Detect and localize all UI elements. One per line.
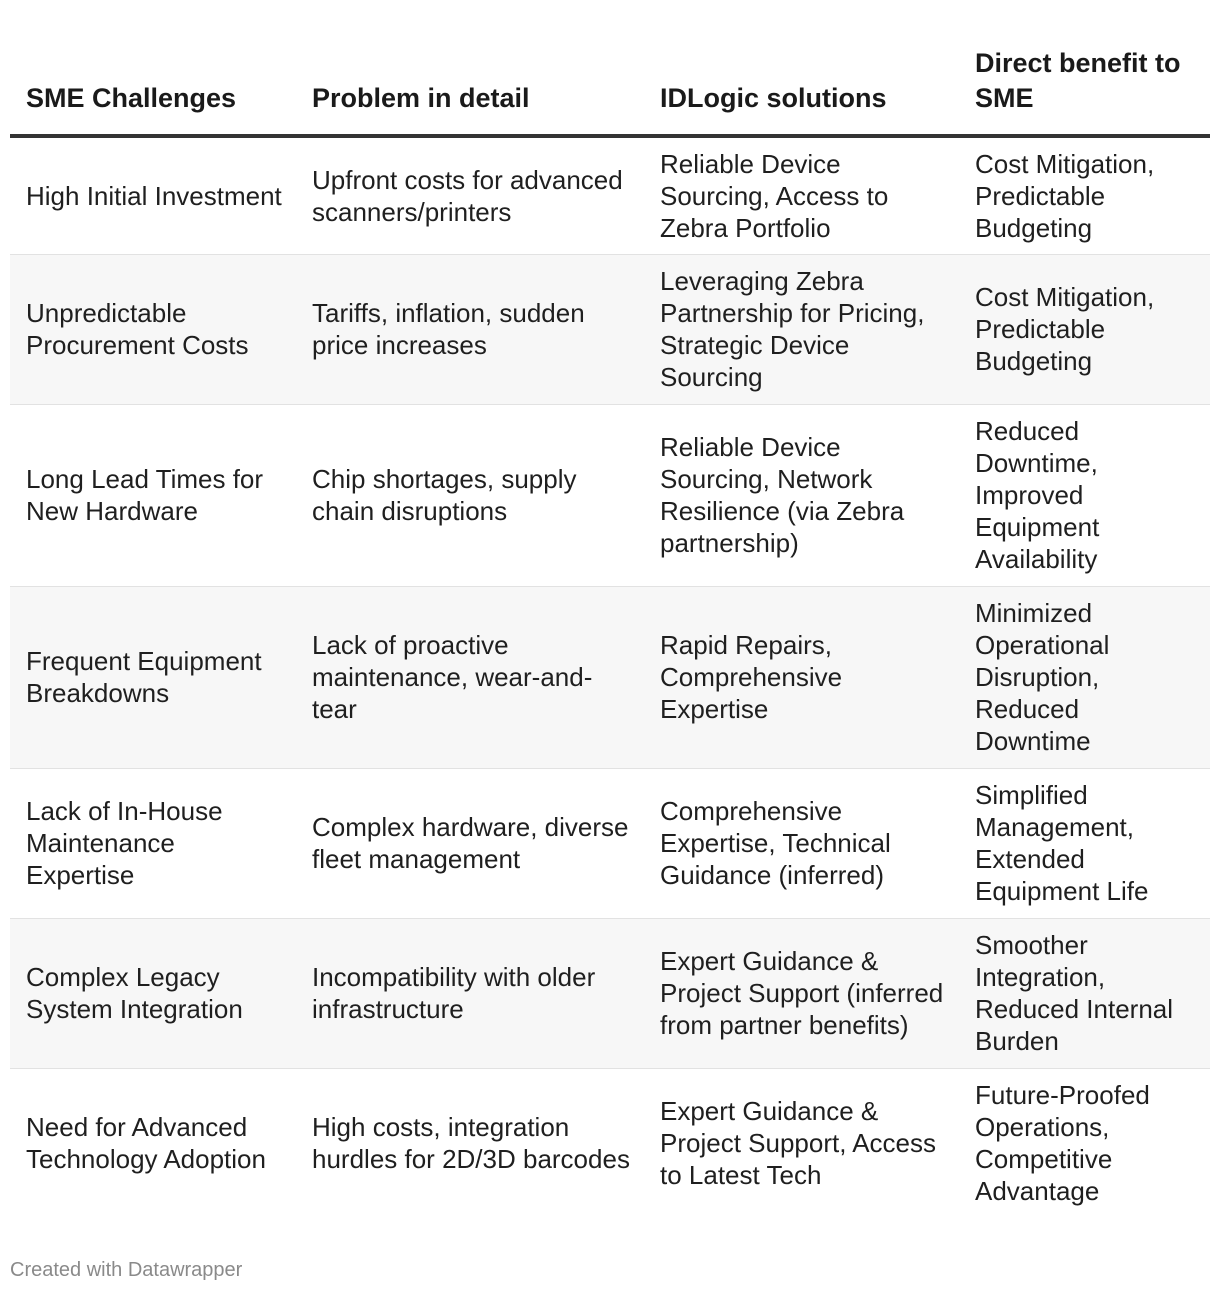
table-row	[10, 1068, 1210, 1218]
table-row	[10, 136, 1210, 254]
cell-benefit: Simplified Management, Extended Equipment Life	[959, 768, 1210, 918]
table-row	[10, 254, 1210, 404]
table-row	[10, 586, 1210, 768]
cell-problem: Complex hardware, diverse fleet management	[296, 768, 644, 918]
column-header-problem: Problem in detail	[296, 40, 644, 136]
column-header-challenges: SME Challenges	[10, 40, 296, 136]
cell-solution: Rapid Repairs, Comprehensive Expertise	[644, 586, 959, 768]
footer-credit: Created with Datawrapper	[10, 1259, 243, 1281]
table-row	[10, 404, 1210, 586]
cell-challenge: Lack of In-House Maintenance Expertise	[10, 768, 296, 918]
cell-problem: Lack of proactive maintenance, wear-and-tear	[296, 586, 644, 768]
cell-solution: Reliable Device Sourcing, Network Resilience (via Zebra partnership)	[644, 404, 959, 586]
cell-problem: Incompatibility with older infrastructure	[296, 918, 644, 1068]
cell-solution: Expert Guidance & Project Support, Access to Latest Tech	[660, 1096, 937, 1191]
cell-solution: Expert Guidance & Project Support (inferred from partner benefits)	[644, 918, 959, 1068]
cell-benefit: Cost Mitigation, Predictable Budgeting	[959, 254, 1210, 404]
cell-solution: Comprehensive Expertise, Technical Guidance (inferred)	[644, 768, 959, 918]
cell-benefit: Cost Mitigation, Predictable Budgeting	[959, 136, 1210, 254]
cell-benefit: Future-Proofed Operations, Competitive Advantage	[975, 1080, 1150, 1207]
column-header-solutions: IDLogic solutions	[644, 40, 959, 136]
cell-problem: High costs, integration hurdles for 2D/3D barcodes	[312, 1112, 630, 1175]
cell-challenge: Unpredictable Procurement Costs	[10, 254, 296, 404]
cell-challenge: Complex Legacy System Integration	[10, 918, 296, 1068]
cell-challenge: High Initial Investment	[10, 136, 296, 254]
table-row	[10, 918, 1210, 1068]
table-header	[10, 40, 1210, 136]
header-row	[10, 40, 1210, 136]
cell-benefit: Reduced Downtime, Improved Equipment Availability	[959, 404, 1210, 586]
cell-challenge: Long Lead Times for New Hardware	[10, 404, 296, 586]
cell-benefit: Smoother Integration, Reduced Internal Burden	[959, 918, 1210, 1068]
cell-challenge: Need for Advanced Technology Adoption	[26, 1112, 266, 1175]
data-table	[10, 40, 1210, 1218]
table-row	[10, 768, 1210, 918]
cell-challenge: Frequent Equipment Breakdowns	[10, 586, 296, 768]
cell-benefit: Minimized Operational Disruption, Reduced Downtime	[959, 586, 1210, 768]
cell-problem: Upfront costs for advanced scanners/printers	[296, 136, 644, 254]
column-header-benefit: Direct benefit to SME	[959, 40, 1210, 136]
cell-problem: Tariffs, inflation, sudden price increases	[296, 254, 644, 404]
cell-problem: Chip shortages, supply chain disruptions	[296, 404, 644, 586]
cell-solution: Leveraging Zebra Partnership for Pricing, Strategic Device Sourcing	[644, 254, 959, 404]
cell-solution: Reliable Device Sourcing, Access to Zebra Portfolio	[644, 136, 959, 254]
table-body	[10, 136, 1210, 1218]
